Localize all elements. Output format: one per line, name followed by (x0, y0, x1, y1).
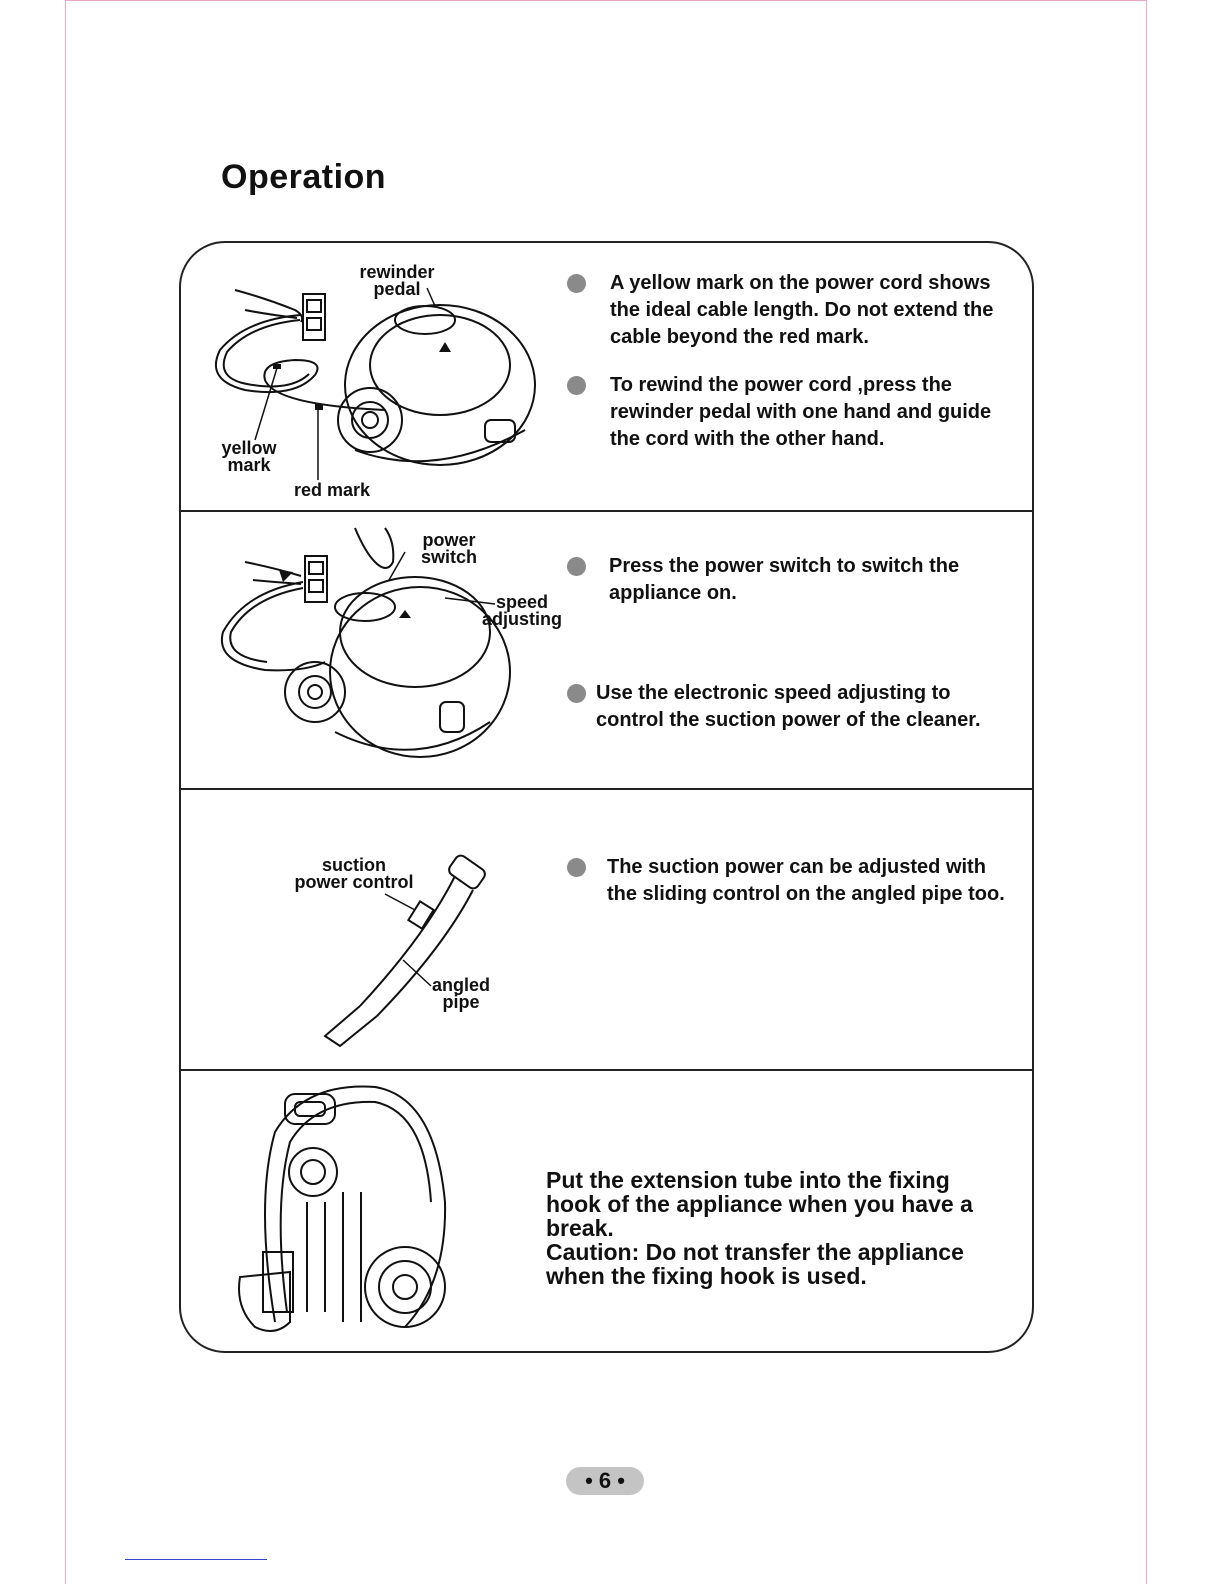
vacuum-upright-illustration (235, 1082, 460, 1337)
rewinder-pedal-label: rewinder pedal (359, 262, 435, 299)
footer-line (125, 1559, 267, 1560)
switch-bullet-1 (567, 553, 1012, 607)
section-divider-2 (179, 788, 1034, 790)
yellow-mark-label: yellow mark (221, 438, 277, 475)
section-divider-1 (179, 510, 1034, 512)
switch-bullet-2 (567, 680, 1012, 734)
cord-bullet-1 (567, 270, 1012, 351)
suction-bullet-1-text: The suction power can be adjusted with the sliding control on the angled pipe too. (607, 856, 1005, 905)
bullet-dot-icon (567, 376, 586, 395)
bullet-dot-icon (567, 858, 586, 877)
page-number (566, 1467, 644, 1495)
page-title: Operation (221, 158, 387, 196)
cord-bullet-2 (567, 372, 1012, 453)
cord-bullet-2-text: To rewind the power cord ,press the rewinder pedal with one hand and guide the cord with the other hand. (610, 374, 992, 450)
switch-bullet-1-text: Press the power switch to switch the appliance on. (609, 555, 960, 604)
page-border-top (65, 0, 1147, 1)
section-divider-3 (179, 1069, 1034, 1071)
bullet-dot-icon (567, 684, 586, 703)
angled-pipe-label: angled pipe (431, 975, 490, 1012)
break-instruction-text: Put the extension tube into the fixing hook of the appliance when you have a break. Caution: Do not transfer the appliance when the fixing hook is used. (546, 1167, 973, 1289)
cord-bullet-1-text: A yellow mark on the power cord shows the ideal cable length. Do not extend the cable beyond the red mark. (610, 272, 994, 348)
power-switch-label: power switch (420, 530, 477, 567)
red-mark-label: red mark (293, 480, 371, 500)
switch-bullet-2-text: Use the electronic speed adjusting to control the suction power of the cleaner. (596, 682, 981, 731)
page-number-text: • 6 • (585, 1468, 625, 1493)
page-border-left (65, 0, 66, 1584)
bullet-dot-icon (567, 557, 586, 576)
speed-adjusting-label: speed adjusting (482, 592, 562, 629)
vacuum-switch-illustration (215, 522, 545, 762)
page-border-right (1146, 0, 1147, 1584)
suction-bullet-1 (567, 854, 1012, 908)
suction-power-control-label: suction power control (294, 855, 414, 892)
bullet-dot-icon (567, 274, 586, 293)
